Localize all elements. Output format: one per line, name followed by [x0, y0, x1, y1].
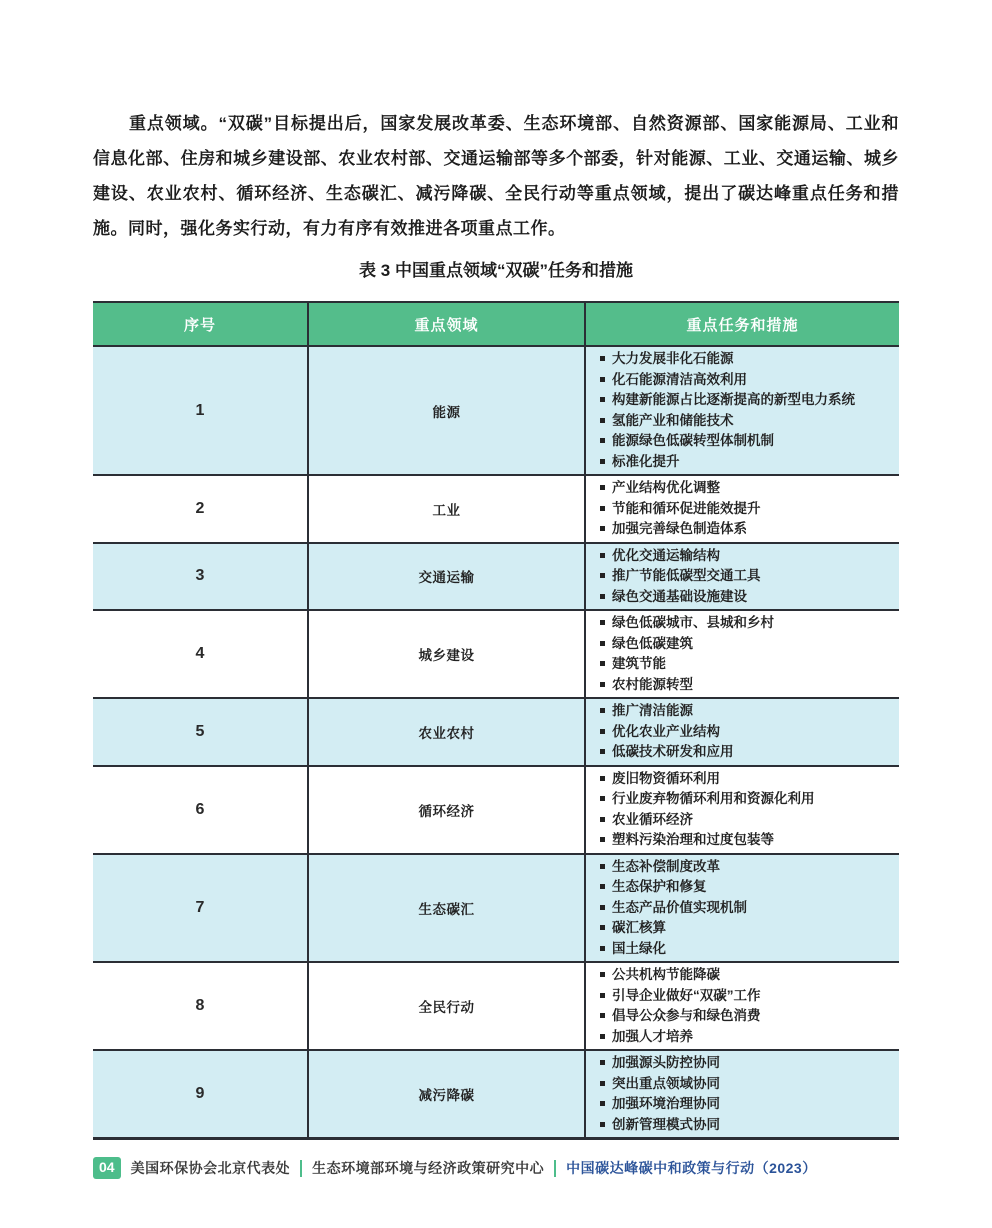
- table-row: [93, 346, 899, 475]
- bullet-square-icon: [600, 864, 605, 869]
- task-item: [600, 1053, 891, 1074]
- table-caption: 表 3 中国重点领域“双碳”任务和措施: [359, 261, 633, 280]
- task-item: [600, 810, 891, 831]
- bullet-square-icon: [600, 377, 605, 382]
- bullet-square-icon: [600, 776, 605, 781]
- footer-org-2: 生态环境部环境与经济政策研究中心: [312, 1160, 545, 1176]
- task-item: [600, 675, 891, 696]
- dual-carbon-table: [93, 301, 899, 1140]
- row-tasks-cell: [585, 543, 899, 611]
- row-number-cell: 6: [93, 766, 308, 854]
- task-item: [600, 1074, 891, 1095]
- task-text: 废旧物资循环利用: [612, 770, 720, 786]
- task-text: 绿色低碳建筑: [612, 635, 693, 651]
- header-cell-number: 序号: [93, 302, 308, 346]
- task-text: 低碳技术研发和应用: [612, 744, 734, 759]
- bullet-square-icon: [600, 817, 605, 822]
- task-text: 建筑节能: [612, 656, 666, 671]
- bullet-square-icon: [600, 946, 605, 951]
- task-item: [600, 830, 891, 851]
- task-text: 能源绿色低碳转型体制机制: [612, 433, 774, 448]
- row-tasks-cell: [585, 854, 899, 963]
- row-number-cell: 5: [93, 698, 308, 766]
- task-text: 绿色低碳城市、县城和乡村: [612, 615, 774, 630]
- task-list: [600, 701, 891, 763]
- task-item: [600, 587, 891, 608]
- task-text: 产业结构优化调整: [612, 480, 720, 495]
- task-item: [600, 411, 891, 432]
- row-tasks-cell: [585, 1050, 899, 1139]
- task-text: 化石能源清洁高效利用: [612, 371, 747, 387]
- task-item: [600, 1115, 891, 1136]
- task-list: [600, 546, 891, 608]
- intro-paragraph: [93, 106, 899, 246]
- task-text: 优化农业产业结构: [612, 723, 720, 739]
- header-cell-area: 重点领域: [308, 302, 585, 346]
- bullet-square-icon: [600, 594, 605, 599]
- table-row: [93, 766, 899, 854]
- task-item: [600, 789, 891, 810]
- row-area-cell: 减污降碳: [308, 1050, 585, 1139]
- bullet-square-icon: [600, 729, 605, 734]
- row-number-cell: 2: [93, 475, 308, 543]
- task-text: 国土绿化: [612, 940, 666, 956]
- bullet-square-icon: [600, 708, 605, 713]
- task-list: [600, 965, 891, 1047]
- row-area-cell: 交通运输: [308, 543, 585, 611]
- bullet-square-icon: [600, 438, 605, 443]
- task-item: [600, 566, 891, 587]
- row-area-cell: 城乡建设: [308, 610, 585, 698]
- row-tasks-cell: [585, 766, 899, 854]
- page-number-badge: 04: [93, 1157, 121, 1179]
- task-item: [600, 877, 891, 898]
- task-item: [600, 965, 891, 986]
- bullet-square-icon: [600, 837, 605, 842]
- task-item: [600, 1006, 891, 1027]
- task-item: [600, 918, 891, 939]
- task-item: [600, 1094, 891, 1115]
- table-row: [93, 610, 899, 698]
- header-cell-tasks: 重点任务和措施: [686, 316, 799, 334]
- task-item: [600, 654, 891, 675]
- bullet-square-icon: [600, 553, 605, 558]
- paragraph-body: “双碳”目标提出后，国家发展改革委、生态环境部、自然资源部、国家能源局、工业和信息化部、住房和城乡建设部、农业农村部、交通运输部等多个部委，针对能源、工业、交通运输、城乡建设、农业农村、循环经济、生态碳汇、减污降碳、全民行动等重点领域，提出了碳达峰重点任务和措施。同时，强化务实行动，有力有序有效推进各项重点工作。: [93, 114, 900, 238]
- bullet-square-icon: [600, 526, 605, 531]
- row-number-cell: 1: [93, 346, 308, 475]
- task-item: [600, 546, 891, 567]
- bullet-square-icon: [600, 620, 605, 625]
- bullet-square-icon: [600, 573, 605, 578]
- bullet-square-icon: [600, 993, 605, 998]
- row-area-cell: 循环经济: [308, 766, 585, 854]
- bullet-square-icon: [600, 661, 605, 666]
- table-body: [93, 346, 899, 1139]
- table-row: [93, 543, 899, 611]
- row-number-cell: 8: [93, 962, 308, 1050]
- task-item: [600, 1027, 891, 1048]
- task-item: [600, 722, 891, 743]
- bullet-square-icon: [600, 1013, 605, 1018]
- bullet-square-icon: [600, 905, 605, 910]
- row-area-cell: 全民行动: [308, 962, 585, 1050]
- row-number-cell: 7: [93, 854, 308, 963]
- bullet-square-icon: [600, 506, 605, 511]
- task-text: 绿色交通基础设施建设: [612, 588, 747, 604]
- table-row: [93, 698, 899, 766]
- task-text: 推广节能低碳型交通工具: [612, 568, 761, 583]
- task-item: [600, 390, 891, 411]
- row-tasks-cell: [585, 346, 899, 475]
- bullet-square-icon: [600, 356, 605, 361]
- task-text: 创新管理模式协同: [612, 1116, 720, 1132]
- task-text: 倡导公众参与和绿色消费: [612, 1008, 761, 1023]
- row-area-cell: 生态碳汇: [308, 854, 585, 963]
- task-list: [600, 769, 891, 851]
- task-text: 农村能源转型: [612, 676, 693, 692]
- task-text: 加强环境治理协同: [612, 1096, 720, 1111]
- bullet-square-icon: [600, 884, 605, 889]
- bullet-square-icon: [600, 397, 605, 402]
- row-tasks-cell: [585, 698, 899, 766]
- task-text: 加强人才培养: [612, 1028, 693, 1044]
- row-area-cell: 农业农村: [308, 698, 585, 766]
- task-text: 节能和循环促进能效提升: [612, 500, 761, 516]
- task-text: 优化交通运输结构: [612, 547, 720, 563]
- footer-separator: [554, 1160, 556, 1177]
- bullet-square-icon: [600, 1034, 605, 1039]
- task-item: [600, 769, 891, 790]
- task-item: [600, 370, 891, 391]
- task-text: 加强源头防控协同: [612, 1055, 720, 1070]
- task-text: 氢能产业和储能技术: [612, 412, 734, 428]
- task-item: [600, 519, 891, 540]
- row-tasks-cell: [585, 475, 899, 543]
- task-text: 生态补偿制度改革: [612, 858, 720, 874]
- bullet-square-icon: [600, 682, 605, 687]
- bullet-square-icon: [600, 1101, 605, 1106]
- task-text: 引导企业做好“双碳”工作: [612, 987, 761, 1003]
- bullet-square-icon: [600, 1060, 605, 1065]
- table-row: [93, 475, 899, 543]
- task-text: 生态保护和修复: [612, 879, 707, 894]
- task-item: [600, 634, 891, 655]
- bullet-square-icon: [600, 1122, 605, 1127]
- table-row: [93, 1050, 899, 1139]
- task-text: 行业废弃物循环利用和资源化利用: [612, 791, 815, 806]
- task-text: 推广清洁能源: [612, 703, 693, 718]
- task-text: 标准化提升: [612, 453, 680, 469]
- task-item: [600, 431, 891, 452]
- row-number-cell: 9: [93, 1050, 308, 1139]
- task-text: 碳汇核算: [612, 920, 666, 935]
- document-page: [93, 0, 899, 1180]
- bullet-square-icon: [600, 641, 605, 646]
- paragraph-lead: 重点领域。: [129, 114, 219, 133]
- task-list: [600, 613, 891, 695]
- bullet-square-icon: [600, 418, 605, 423]
- task-list: [600, 349, 891, 472]
- bullet-square-icon: [600, 459, 605, 464]
- bullet-square-icon: [600, 749, 605, 754]
- task-text: 加强完善绿色制造体系: [612, 521, 747, 536]
- row-number-cell: 4: [93, 610, 308, 698]
- table-header: [93, 302, 899, 346]
- table-row: [93, 854, 899, 963]
- task-item: [600, 857, 891, 878]
- task-item: [600, 986, 891, 1007]
- page-footer: [93, 1156, 899, 1180]
- table-row: [93, 962, 899, 1050]
- task-item: [600, 742, 891, 763]
- task-list: [600, 857, 891, 960]
- row-tasks-cell: [585, 610, 899, 698]
- task-item: [600, 452, 891, 473]
- table-header-row: [93, 302, 899, 346]
- task-text: 构建新能源占比逐渐提高的新型电力系统: [612, 392, 855, 407]
- task-text: 塑料污染治理和过度包装等: [612, 832, 774, 847]
- task-text: 公共机构节能降碳: [612, 967, 720, 982]
- task-item: [600, 701, 891, 722]
- task-list: [600, 478, 891, 540]
- task-item: [600, 898, 891, 919]
- bullet-square-icon: [600, 925, 605, 930]
- task-text: 农业循环经济: [612, 811, 693, 827]
- bullet-square-icon: [600, 485, 605, 490]
- row-number-cell: 3: [93, 543, 308, 611]
- row-area-cell: 工业: [308, 475, 585, 543]
- footer-separator: [300, 1160, 302, 1177]
- row-tasks-cell: [585, 962, 899, 1050]
- task-item: [600, 613, 891, 634]
- task-text: 大力发展非化石能源: [612, 351, 734, 366]
- bullet-square-icon: [600, 796, 605, 801]
- task-text: 生态产品价值实现机制: [612, 899, 747, 915]
- footer-org-1: 美国环保协会北京代表处: [130, 1160, 291, 1176]
- task-item: [600, 939, 891, 960]
- task-text: 突出重点领域协同: [612, 1075, 720, 1091]
- bullet-square-icon: [600, 972, 605, 977]
- bullet-square-icon: [600, 1081, 605, 1086]
- task-item: [600, 478, 891, 499]
- task-item: [600, 349, 891, 370]
- row-area-cell: 能源: [308, 346, 585, 475]
- task-list: [600, 1053, 891, 1135]
- task-item: [600, 499, 891, 520]
- footer-doc-title: 中国碳达峰碳中和政策与行动（2023）: [566, 1160, 817, 1176]
